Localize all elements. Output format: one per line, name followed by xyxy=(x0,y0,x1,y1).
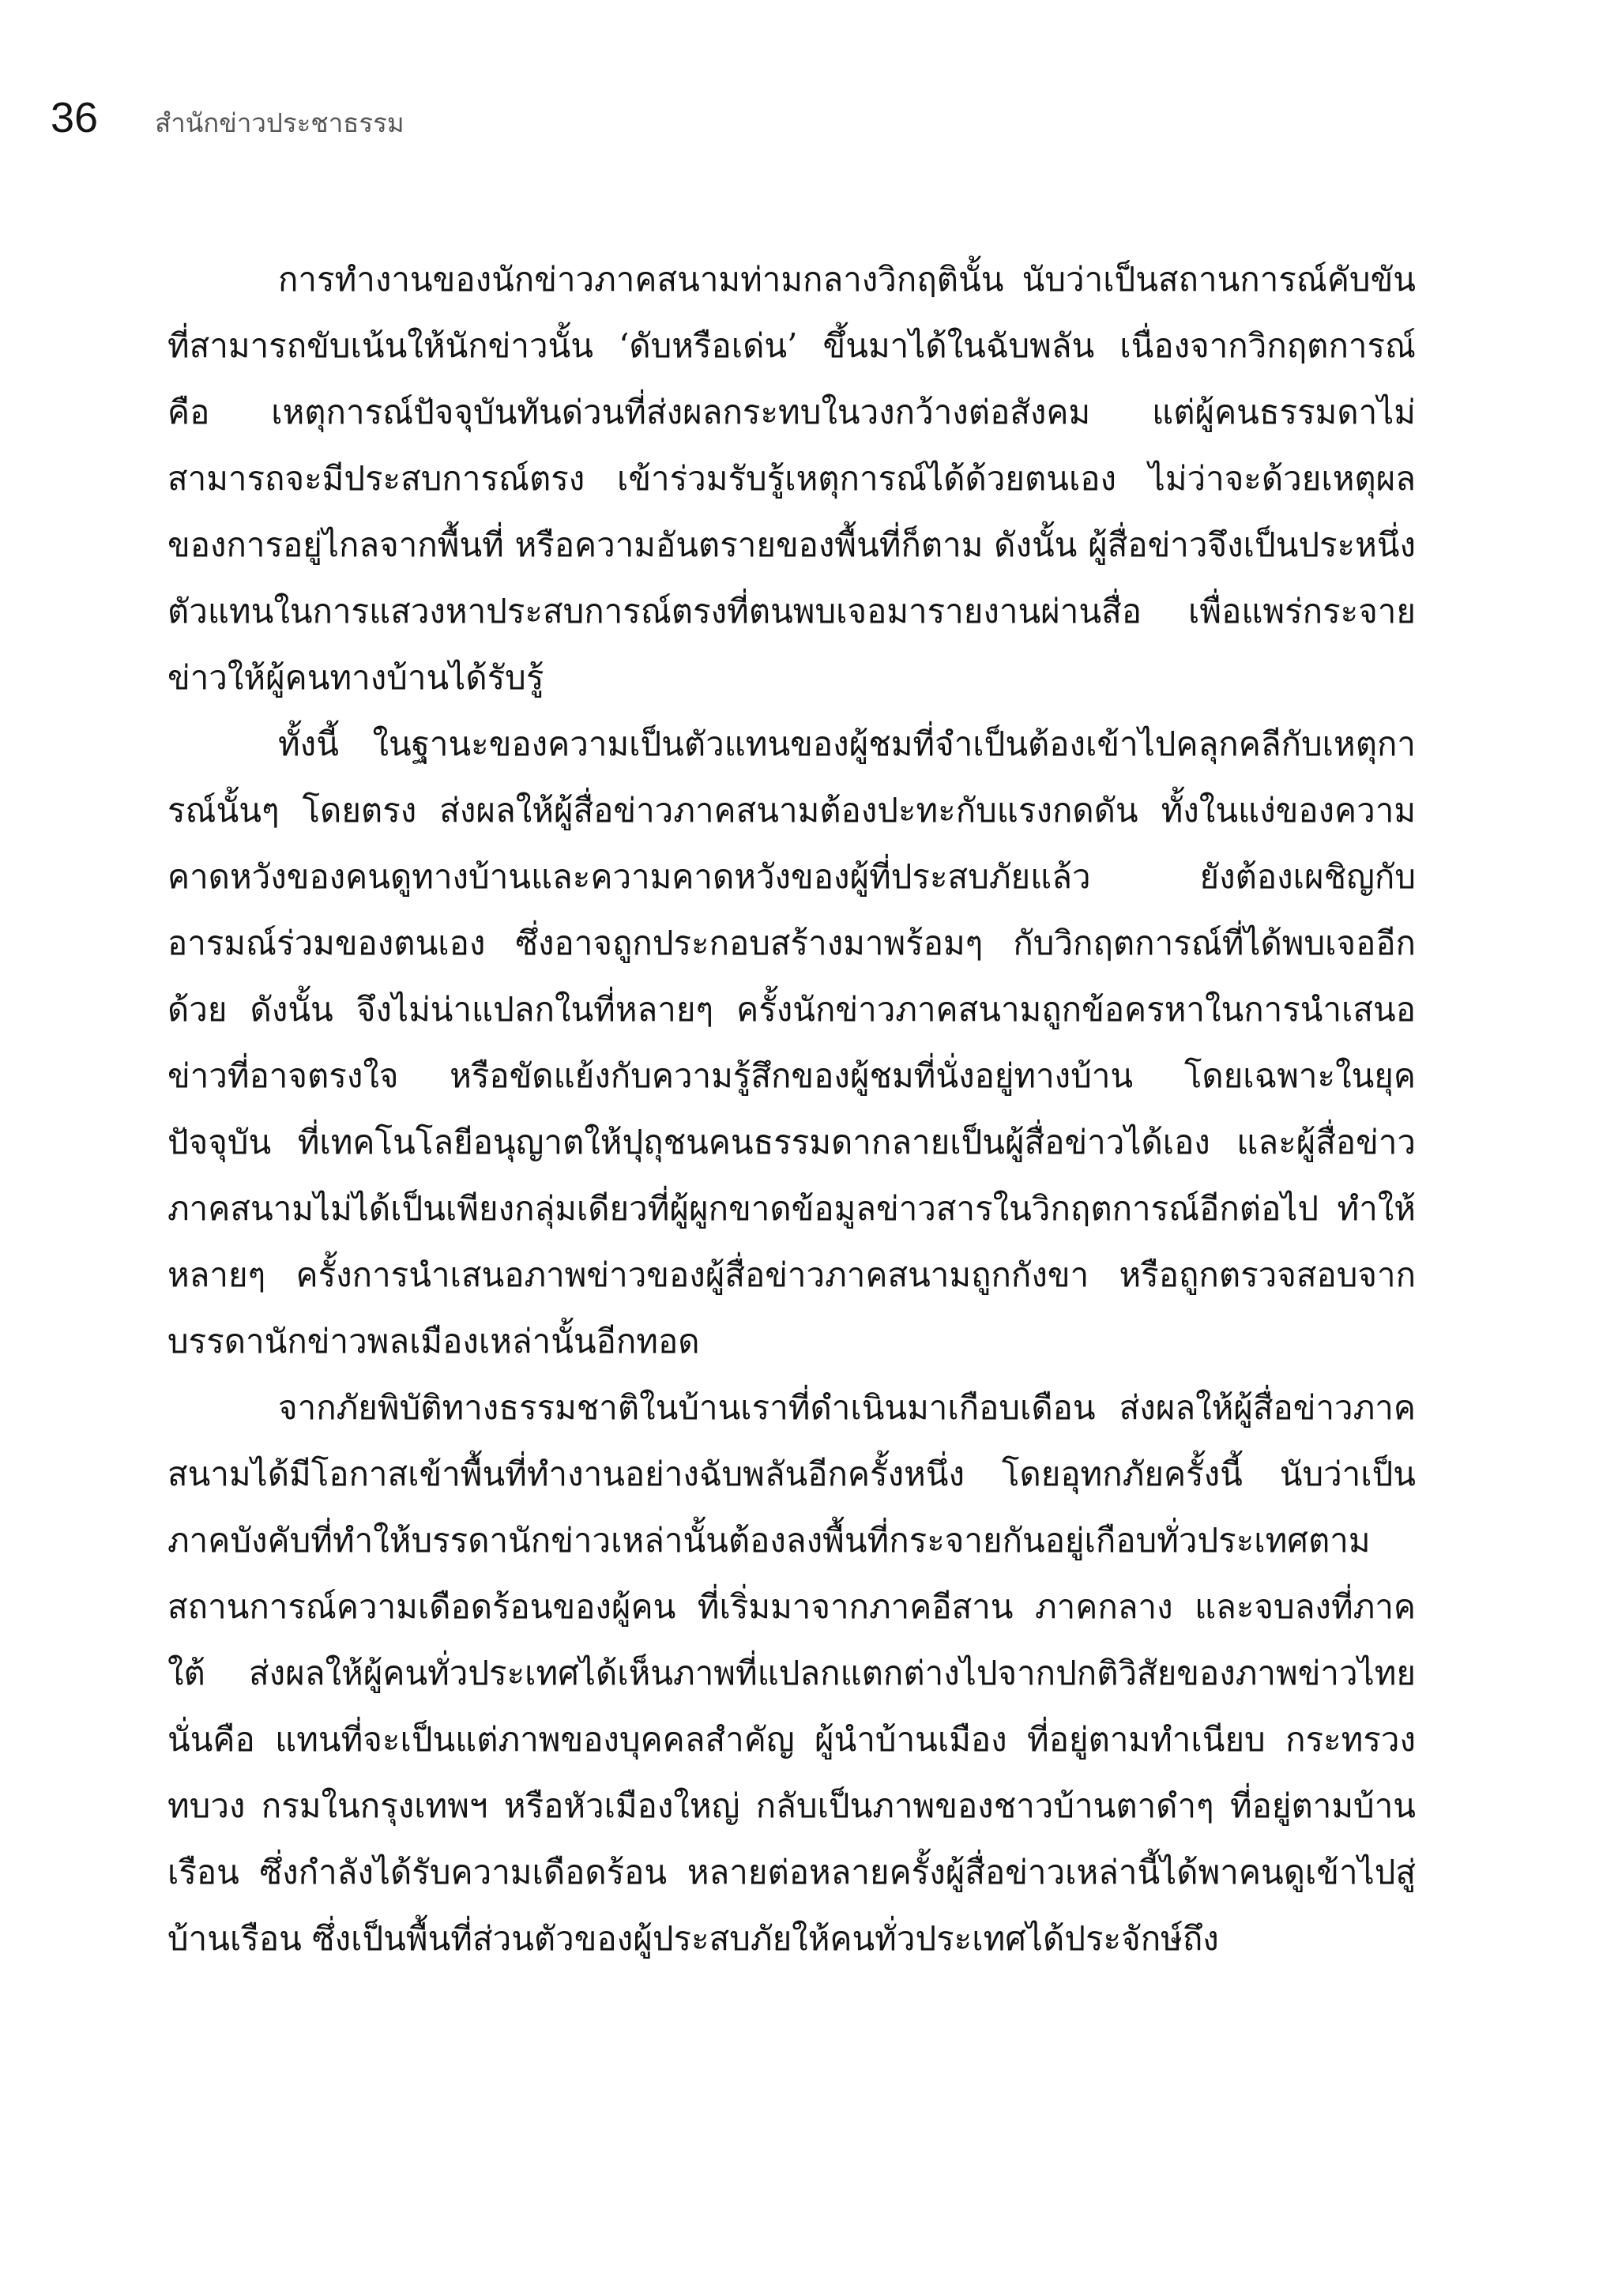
article-body xyxy=(167,247,1416,1972)
paragraph: ทั้งนี้ ในฐานะของความเป็นตัวแทนของผู้ชมที่จำเป็นต้องเข้าไปคลุกคลีกับเหตุการณ์นั้นๆ โดยตรง ส่งผลให้ผู้สื่อข่าวภาคสนามต้องปะทะกับแรงกดดัน ทั้งในแง่ของความคาดหวังของคนดูทางบ้านและความคาดหวังของผู้ที่ประสบภัยแล้ว ยังต้องเผชิญกับอารมณ์ร่วมของตนเอง ซึ่งอาจถูกประกอบสร้างมาพร้อมๆ กับวิกฤตการณ์ที่ได้พบเจออีกด้วย ดังนั้น จึงไม่น่าแปลกในที่หลายๆ ครั้งนักข่าวภาคสนามถูกข้อครหาในการนำเสนอข่าวที่อาจตรงใจ หรือขัดแย้งกับความรู้สึกของผู้ชมที่นั่งอยู่ทางบ้าน โดยเฉพาะในยุคปัจจุบัน ที่เทคโนโลยีอนุญาตให้ปุถุชนคนธรรมดากลายเป็นผู้สื่อข่าวได้เอง และผู้สื่อข่าวภาคสนามไม่ได้เป็นเพียงกลุ่มเดียวที่ผู้ผูกขาดข้อมูลข่าวสารในวิกฤตการณ์อีกต่อไป ทำให้หลายๆ ครั้งการนำเสนอภาพข่าวของผู้สื่อข่าวภาคสนามถูกกังขา หรือถูกตรวจสอบจากบรรดานักข่าวพลเมืองเหล่านั้นอีกทอด xyxy=(167,725,1416,1361)
paragraph: การทำงานของนักข่าวภาคสนามท่ามกลางวิกฤตินั้น นับว่าเป็นสถานการณ์คับขันที่สามารถขับเน้นให้นักข่าวนั้น ‘ดับหรือเด่น’ ขึ้นมาได้ในฉับพลัน เนื่องจากวิกฤตการณ์ คือ เหตุการณ์ปัจจุบันทันด่วนที่ส่งผลกระทบในวงกว้างต่อสังคม แต่ผู้คนธรรมดาไม่สามารถจะมีประสบการณ์ตรง เข้าร่วมรับรู้เหตุการณ์ได้ด้วยตนเอง ไม่ว่าจะด้วยเหตุผลของการอยู่ไกลจากพื้นที่ หรือความอันตรายของพื้นที่ก็ตาม ดังนั้น ผู้สื่อข่าวจึงเป็นประหนึ่งตัวแทนในการแสวงหาประสบการณ์ตรงที่ตนพบเจอมารายงานผ่านสื่อ เพื่อแพร่กระจายข่าวให้ผู้คนทางบ้านได้รับรู้ xyxy=(167,260,1416,697)
running-title: สำนักข่าวประชาธรรม xyxy=(155,107,404,138)
paragraph: จากภัยพิบัติทางธรรมชาติในบ้านเราที่ดำเนินมาเกือบเดือน ส่งผลให้ผู้สื่อข่าวภาคสนามได้มีโอกาสเข้าพื้นที่ทำงานอย่างฉับพลันอีกครั้งหนึ่ง โดยอุทกภัยครั้งนี้ นับว่าเป็นภาคบังคับที่ทำให้บรรดานักข่าวเหล่านั้นต้องลงพื้นที่กระจายกันอยู่เกือบทั่วประเทศตามสถานการณ์ความเดือดร้อนของผู้คน ที่เริ่มมาจากภาคอีสาน ภาคกลาง และจบลงที่ภาคใต้ ส่งผลให้ผู้คนทั่วประเทศได้เห็นภาพที่แปลกแตกต่างไปจากปกติวิสัยของภาพข่าวไทย นั่นคือ แทนที่จะเป็นแต่ภาพของบุคคลสำคัญ ผู้นำบ้านเมือง ที่อยู่ตามทำเนียบ กระทรวง ทบวง กรมในกรุงเทพฯ หรือหัวเมืองใหญ่ กลับเป็นภาพของชาวบ้านตาดำๆ ที่อยู่ตามบ้านเรือน ซึ่งกำลังได้รับความเดือดร้อน หลายต่อหลายครั้งผู้สื่อข่าวเหล่านี้ได้พาคนดูเข้าไปสู่บ้านเรือน ซึ่งเป็นพื้นที่ส่วนตัวของผู้ประสบภัยให้คนทั่วประเทศได้ประจักษ์ถึง xyxy=(167,1388,1416,1958)
page-header xyxy=(51,93,404,144)
page-number: 36 xyxy=(51,94,99,141)
